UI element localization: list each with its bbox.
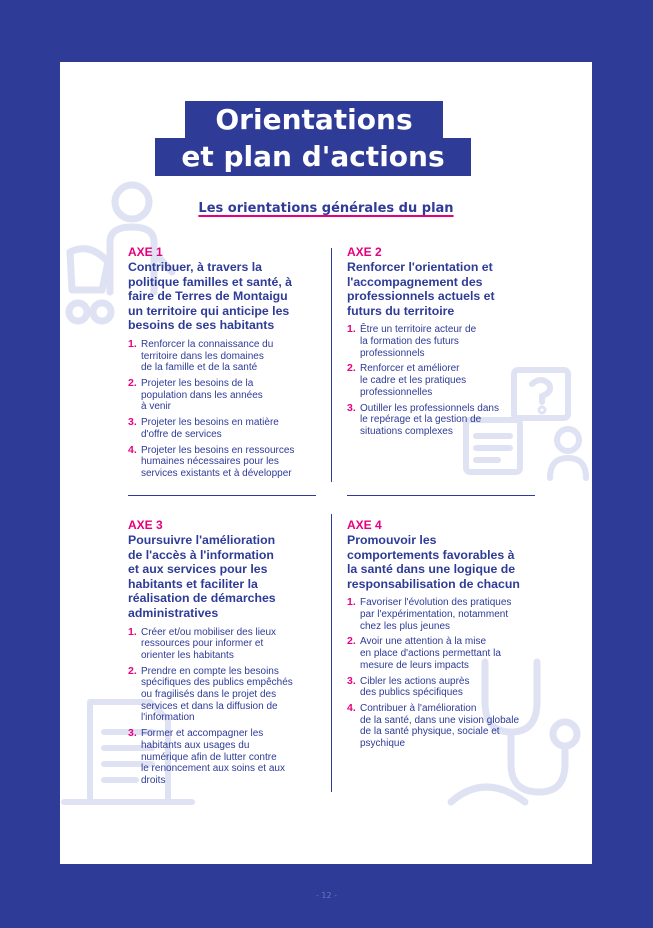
- axe-label: AXE 1: [128, 245, 163, 259]
- row-divider-left: [128, 495, 316, 496]
- axe-4-block: [347, 518, 547, 754]
- axe-title: Renforcer l'orientation et l'accompagnement des professionnels actuels et futurs du territoire: [347, 260, 495, 318]
- axe-title: Promouvoir les comportements favorables à la santé dans une logique de responsabilisation de chacun: [347, 533, 520, 591]
- axe-2-block: [347, 245, 527, 442]
- document-page: [60, 62, 592, 864]
- axe-3-block: [128, 518, 318, 791]
- list-item: 4. Contribuer à l'amélioration de la santé, dans une vision globale de la santé physique, sociale et psychique: [347, 702, 520, 750]
- axe-title: Poursuivre l'amélioration de l'accès à l'information et aux services pour les habitants et faciliter la réalisation de démarches administratives: [128, 533, 276, 620]
- list-item: 3. Former et accompagner les habitants aux usages du numérique afin de lutter contre le renoncement aux soins et aux droits: [128, 727, 285, 786]
- column-divider-bottom: [331, 514, 332, 792]
- axe-label: AXE 3: [128, 518, 163, 532]
- column-divider-top: [331, 248, 332, 482]
- list-item: 1. Créer et/ou mobiliser des lieux ressources pour informer et orienter les habitants: [128, 625, 277, 661]
- list-item: 3. Cibler les actions auprès des publics spécifiques: [347, 674, 470, 699]
- axe-title: Contribuer, à travers la politique familles et santé, à faire de Terres de Montaigu un territoire qui anticipe les besoins de ses habitants: [128, 260, 293, 333]
- list-item: 2. Renforcer et améliorer le cadre et les pratiques professionnelles: [347, 362, 467, 398]
- page-subtitle: Les orientations générales du plan: [198, 201, 454, 216]
- list-item: 3. Projeter les besoins en matière d'offre de services: [128, 416, 279, 440]
- row-divider-right: [347, 495, 535, 496]
- axe-1-block: [128, 245, 324, 484]
- list-item: 1. Renforcer la connaissance du territoire dans les domaines de la famille et de la santé: [128, 337, 274, 374]
- axe-label: AXE 4: [347, 518, 382, 532]
- list-item: 3. Outiller les professionnels dans le repérage et la gestion de situations complexes: [347, 401, 499, 437]
- axe-label: AXE 2: [347, 245, 382, 259]
- list-item: 2. Avoir une attention à la mise en place d'actions permettant la mesure de leurs impacts: [347, 635, 501, 671]
- list-item: 1. Favoriser l'évolution des pratiques par l'expérimentation, notamment chez les plus jeunes: [347, 596, 512, 632]
- page-number: - 12 -: [315, 891, 338, 900]
- list-item: 4. Projeter les besoins en ressources humaines nécessaires pour les services existants et à développer: [128, 443, 295, 479]
- list-item: 2. Prendre en compte les besoins spécifiques des publics empêchés ou fragilisés dans le projet des services et dans la diffusion de l'information: [128, 664, 293, 724]
- page-title-line-2: et plan d'actions: [155, 138, 471, 176]
- list-item: 1. Être un territoire acteur de la formation des futurs professionnels: [347, 323, 477, 359]
- page-title-line-1: Orientations: [185, 101, 443, 139]
- list-item: 2. Projeter les besoins de la population dans les années à venir: [128, 377, 263, 413]
